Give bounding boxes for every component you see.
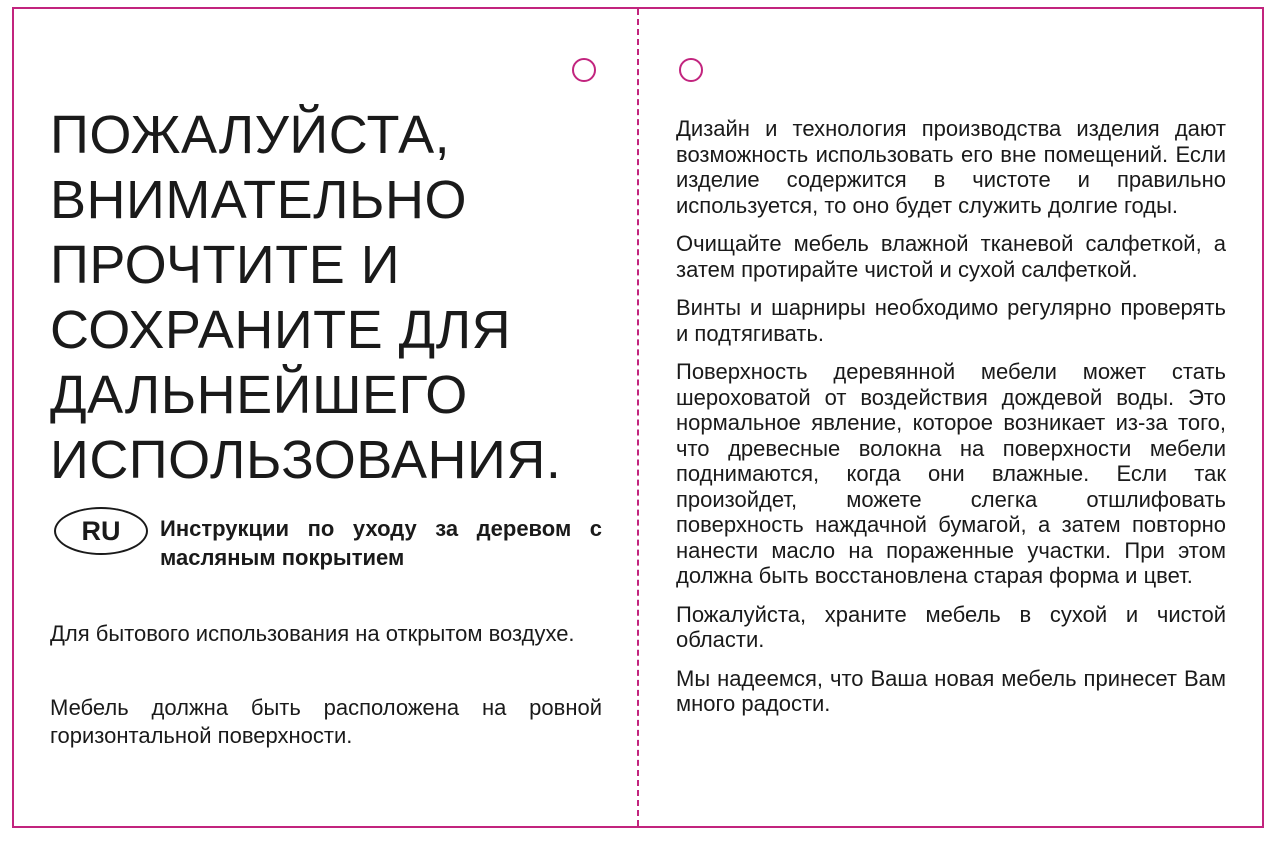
instruction-paragraph: Пожалуйста, храните мебель в сухой и чистой области. <box>676 601 1226 652</box>
title-line: ИСПОЛЬЗОВАНИЯ. <box>50 430 562 490</box>
page-title <box>50 103 620 493</box>
title-line: СОХРАНИТЕ ДЛЯ <box>50 300 512 360</box>
placement-note: Мебель должна быть расположена на ровной горизонтальной поверхности. <box>50 695 602 748</box>
title-line: ПРОЧТИТЕ И <box>50 235 401 295</box>
instruction-paragraph: Винты и шарниры необходимо регулярно проверять и подтягивать. <box>676 295 1226 346</box>
usage-note: Для бытового использования на открытом воздухе. <box>50 621 575 646</box>
hang-hole-right <box>679 58 703 82</box>
instruction-paragraph: Дизайн и технология производства изделия дают возможность использовать его вне помещений. Если изделие содержится в чистоте и правильно используется, то оно будет служить долгие годы. <box>676 116 1226 218</box>
language-badge: RU <box>54 507 148 555</box>
right-panel <box>676 116 1226 730</box>
title-line: ВНИМАТЕЛЬНО <box>50 170 467 230</box>
fold-line <box>637 9 639 826</box>
care-instructions-subtitle: Инструкции по уходу за деревом с масляным покрытием <box>160 516 602 570</box>
title-line: ДАЛЬНЕЙШЕГО <box>50 365 468 425</box>
instruction-paragraph: Поверхность деревянной мебели может стать шероховатой от воздействия дождевой воды. Это нормальное явление, которое возникает из-за того, что древесные волокна на поверхности мебели поднимаются, когда они влажные. Если так произойдет, можете слегка отшлифовать поверхность наждачной бумагой, а затем повторно нанести масло на пораженные участки. При этом должна быть восстановлена старая форма и цвет. <box>676 359 1226 588</box>
instruction-paragraph: Очищайте мебель влажной тканевой салфеткой, а затем протирайте чистой и сухой салфеткой. <box>676 231 1226 282</box>
title-line: ПОЖАЛУЙСТА, <box>50 105 451 165</box>
instruction-paragraph: Мы надеемся, что Ваша новая мебель принесет Вам много радости. <box>676 665 1226 716</box>
hang-hole-left <box>572 58 596 82</box>
